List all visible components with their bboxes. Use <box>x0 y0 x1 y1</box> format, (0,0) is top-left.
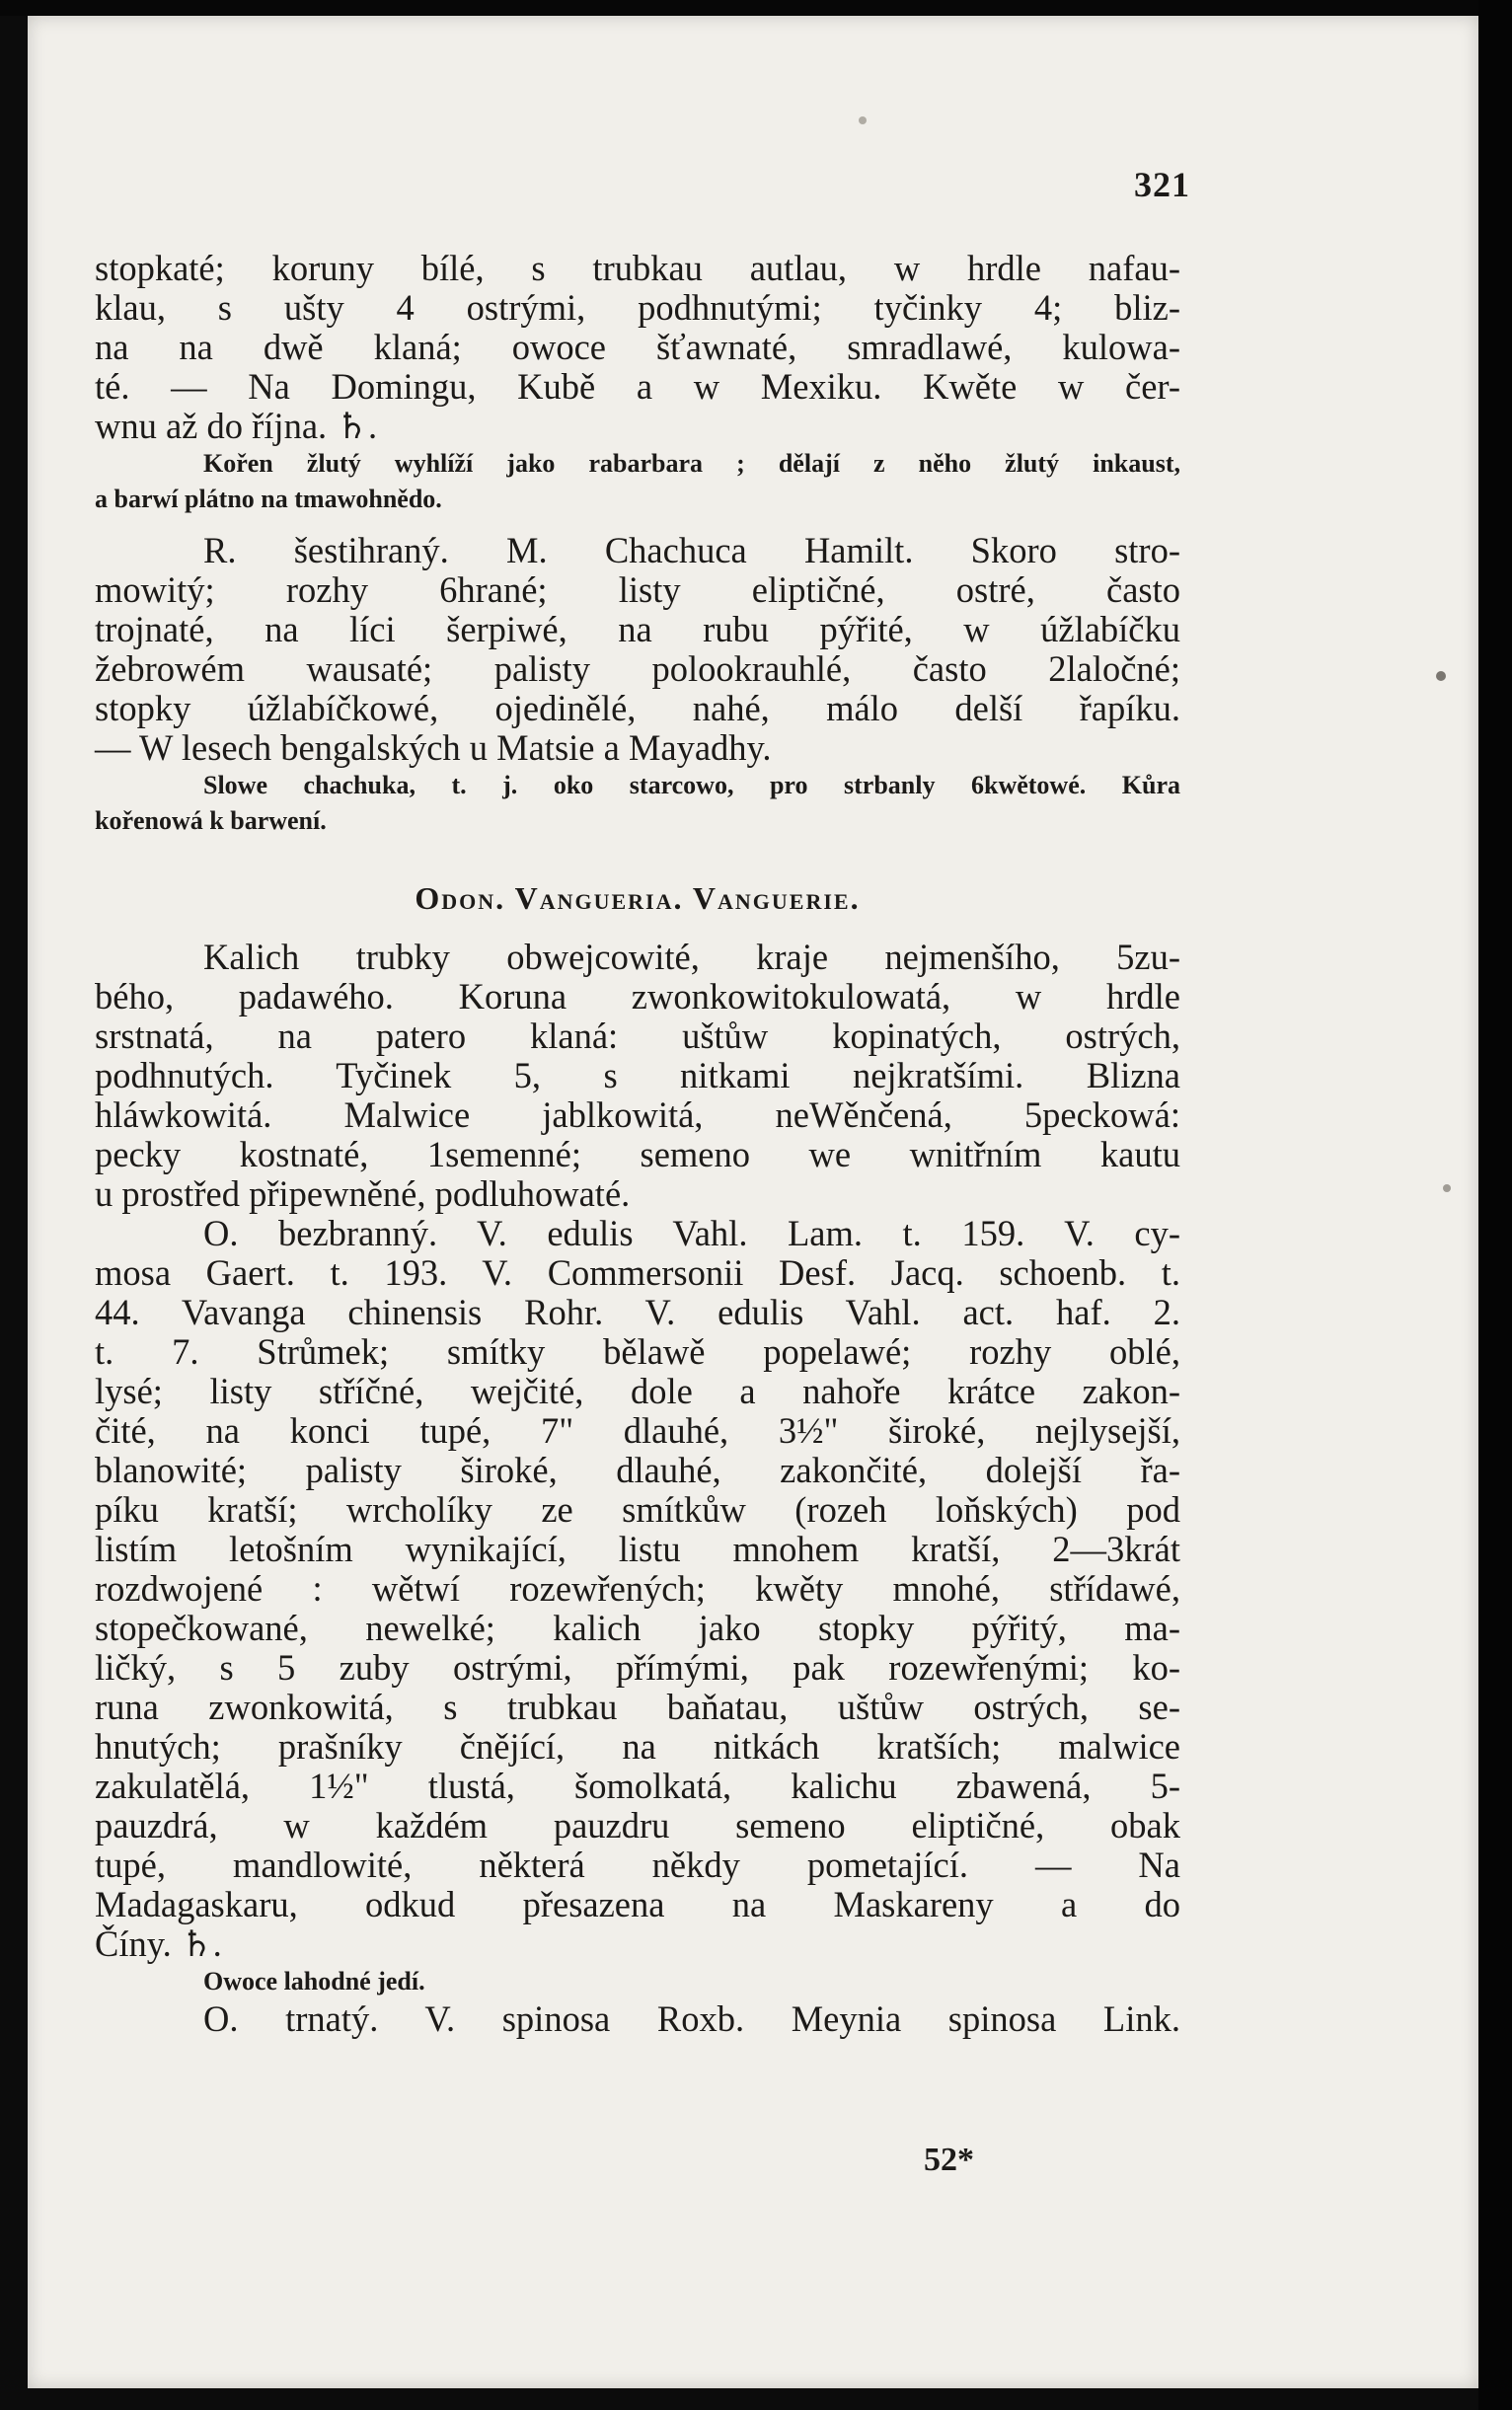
note-line: Owoce lahodné jedí. <box>203 1967 425 1996</box>
paper-speck <box>859 116 867 124</box>
scan-border-top <box>0 0 1512 16</box>
species-line: listím letošním wynikající, listu mnohem kratší, 2—3krát <box>95 1529 1180 1569</box>
species-line: ličký, s 5 zuby ostrými, přímými, pak rozewřenými; ko- <box>95 1647 1180 1688</box>
species-line: O. trnatý. V. spinosa Roxb. Meynia spinosa Link. <box>203 1998 1180 2039</box>
paper-speck <box>1443 1184 1451 1192</box>
species-line: rozdwojené : wětwí rozewřených; kwěty mnohé, střídawé, <box>95 1568 1180 1609</box>
species-line: píku kratší; wrcholíky ze smítkůw (rozeh loňských) pod <box>95 1489 1180 1530</box>
species-line: hnutých; prašníky čnějící, na nitkách kratších; malwice <box>95 1726 1180 1767</box>
spacer <box>95 517 1180 531</box>
genus-line: hláwkowitá. Malwice jablkowitá, neWěnčená, 5peckowá: <box>95 1094 1180 1135</box>
species-line: Madagaskaru, odkud přesazena na Maskareny a do <box>95 1884 1180 1924</box>
species-line: žebrowém wausaté; palisty polookrauhlé, často 2laločné; <box>95 648 1180 689</box>
species-line: zakulatělá, 1½" tlustá, šomolkatá, kalichu zbawená, 5- <box>95 1766 1180 1806</box>
text-line: na na dwě klaná; owoce šťawnaté, smradlawé, kulowa- <box>95 327 1180 367</box>
text-body <box>95 249 1180 2039</box>
genus-heading: Odon. Vangueria. Vanguerie. <box>415 880 861 916</box>
species-line: stopky úžlabíčkowé, ojedinělé, nahé, málo delší řapíku. <box>95 688 1180 728</box>
genus-line: bého, padawého. Koruna zwonkowitokulowatá, w hrdle <box>95 976 1180 1017</box>
species-line: mowitý; rozhy 6hrané; listy eliptičné, ostré, často <box>95 569 1180 610</box>
species-line: 44. Vavanga chinensis Rohr. V. edulis Vahl. act. haf. 2. <box>95 1292 1180 1332</box>
species-line: — W lesech bengalských u Matsie a Mayadhy. <box>95 727 772 768</box>
genus-line: pecky kostnaté, 1semenné; semeno we wnitřním kautu <box>95 1134 1180 1174</box>
note-line: Slowe chachuka, t. j. oko starcowo, pro strbanly 6kwětowé. Kůra <box>203 771 1180 799</box>
scan-border-right <box>1478 0 1512 2410</box>
species-line: R. šestihraný. M. Chachuca Hamilt. Skoro stro- <box>203 530 1180 570</box>
species-line: mosa Gaert. t. 193. V. Commersonii Desf. Jacq. schoenb. t. <box>95 1252 1180 1293</box>
species-line: čité, na konci tupé, 7" dlauhé, 3½" široké, nejlysejší, <box>95 1410 1180 1451</box>
genus-line: u prostřed připewněné, podluhowaté. <box>95 1173 631 1214</box>
note-line: Kořen žlutý wyhlíží jako rabarbara ; dělají z něho žlutý inkaust, <box>203 449 1180 478</box>
species-line: O. bezbranný. V. edulis Vahl. Lam. t. 159. V. cy- <box>203 1213 1180 1253</box>
species-line: pauzdrá, w každém pauzdru semeno eliptičné, obak <box>95 1805 1180 1845</box>
species-line: lysé; listy stříčné, wejčité, dole a nahoře krátce zakon- <box>95 1371 1180 1411</box>
genus-line: podhnutých. Tyčinek 5, s nitkami nejkratšími. Blizna <box>95 1055 1180 1095</box>
genus-line: Kalich trubky obwejcowité, kraje nejmenšího, 5zu- <box>203 937 1180 977</box>
paper-speck <box>1436 671 1446 681</box>
signature-mark: 52* <box>924 2142 974 2178</box>
species-line: t. 7. Strůmek; smítky bělawě popelawé; rozhy oblé, <box>95 1331 1180 1372</box>
species-line: runa zwonkowitá, s trubkau baňatau, uštůw ostrých, se- <box>95 1687 1180 1727</box>
genus-line: srstnatá, na patero klaná: uštůw kopinatých, ostrých, <box>95 1016 1180 1056</box>
species-line: stopečkowané, newelké; kalich jako stopky pýřitý, ma- <box>95 1608 1180 1648</box>
text-line: wnu až do října. ♄. <box>95 406 378 446</box>
species-line: trojnaté, na líci šerpiwé, na rubu pýřité, w úžlabíčku <box>95 609 1180 649</box>
text-line: klau, s ušty 4 ostrými, podhnutými; tyčinky 4; bliz- <box>95 287 1180 328</box>
note-line: a barwí plátno na tmawohnědo. <box>95 485 442 513</box>
note-line: kořenowá k barwení. <box>95 806 327 835</box>
text-line: té. — Na Domingu, Kubě a w Mexiku. Kwěte w čer- <box>95 366 1180 407</box>
text-line: stopkaté; koruny bílé, s trubkau autlau, w hrdle nafau- <box>95 248 1180 288</box>
species-line: Číny. ♄. <box>95 1923 222 1964</box>
species-line: tupé, mandlowité, některá někdy pometající. — Na <box>95 1845 1180 1885</box>
species-line: blanowité; palisty široké, dlauhé, zakončité, dolejší řa- <box>95 1450 1180 1490</box>
page-number: 321 <box>1134 165 1190 204</box>
